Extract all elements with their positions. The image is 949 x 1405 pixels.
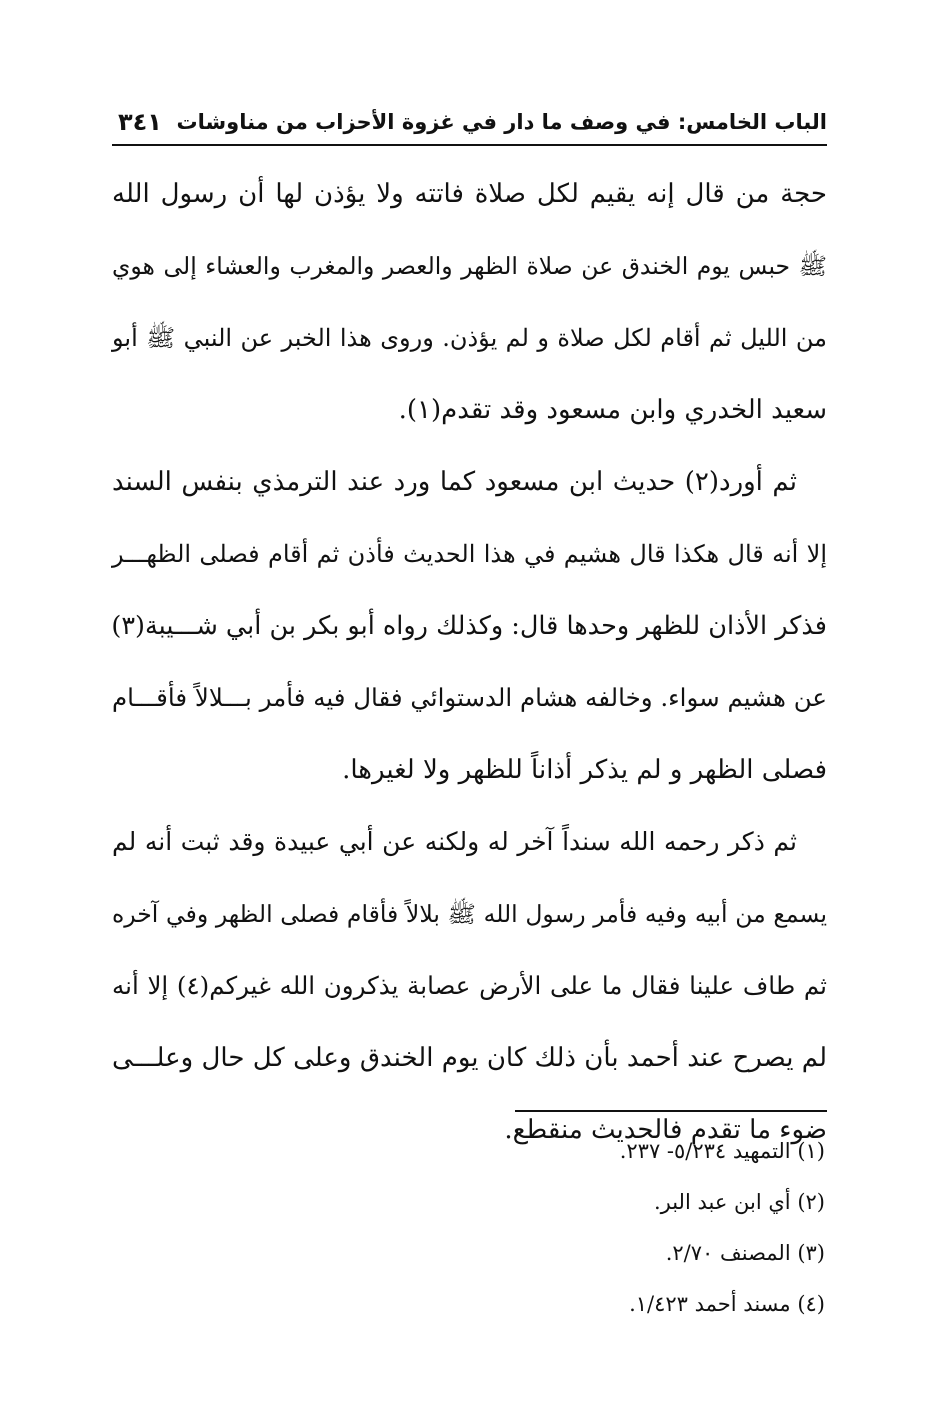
text-line: ثم طاف علينا فقال ما على الأرض عصابة يذكرون الله غيركم(٤) إلا أنه bbox=[112, 971, 827, 1000]
footnote-item: (٣) المصنف ٢/٧٠. bbox=[665, 1241, 825, 1265]
footnote-divider bbox=[515, 1110, 827, 1112]
footnote-item: (٤) مسند أحمد ١/٤٢٣. bbox=[629, 1292, 825, 1316]
text-line: لم يصرح عند أحمد بأن ذلك كان يوم الخندق وعلى كل حال وعلـــى bbox=[112, 1043, 827, 1073]
text-line: فذكر الأذان للظهر وحدها قال: وكذلك رواه أبو بكر بن أبي شـــيبة(٣) bbox=[111, 611, 827, 641]
text-line: ثم ذكر رحمه الله سنداً آخر له ولكنه عن أبي عبيدة وقد ثبت أنه لم bbox=[112, 827, 797, 856]
chapter-title: الباب الخامس: في وصف ما دار في غزوة الأحزاب من مناوشات bbox=[176, 110, 827, 134]
text-line: سعيد الخدري وابن مسعود وقد تقدم(١). bbox=[398, 395, 827, 425]
text-line: من الليل ثم أقام لكل صلاة و لم يؤذن. وروى هذا الخبر عن النبي ﷺ أبو bbox=[112, 324, 827, 352]
footnote-item: (٢) أي ابن عبد البر. bbox=[653, 1190, 825, 1214]
text-line: ثم أورد(٢) حديث ابن مسعود كما ورد عند الترمذي بنفس السند bbox=[112, 467, 797, 497]
page-number: ٣٤١ bbox=[118, 108, 162, 136]
text-line: ضوء ما تقدم فالحديث منقطع. bbox=[504, 1115, 827, 1145]
footnote-item: (١) التمهيد ٥/٢٣٤- ٢٣٧. bbox=[619, 1139, 825, 1163]
footnotes bbox=[112, 1126, 825, 1330]
text-line: يسمع من أبيه وفيه فأمر رسول الله ﷺ بلالاً فأقام فصلى الظهر وفي آخره bbox=[112, 900, 827, 928]
running-header bbox=[112, 108, 827, 146]
text-line: عن هشيم سواء. وخالفه هشام الدستوائي فقال فيه فأمر بـــلالاً فأقـــام bbox=[112, 683, 827, 712]
text-line: إلا أنه قال هكذا قال هشيم في هذا الحديث فأذن ثم أقام فصلى الظهـــر bbox=[112, 540, 827, 568]
text-line: فصلى الظهر و لم يذكر أذاناً للظهر ولا لغيرها. bbox=[342, 755, 827, 785]
main-text bbox=[112, 158, 827, 1166]
text-line: حجة من قال إنه يقيم لكل صلاة فاتته ولا يؤذن لها أن رسول الله bbox=[112, 179, 827, 209]
text-line: ﷺ حبس يوم الخندق عن صلاة الظهر والعصر والمغرب والعشاء إلى هوي bbox=[112, 252, 827, 280]
